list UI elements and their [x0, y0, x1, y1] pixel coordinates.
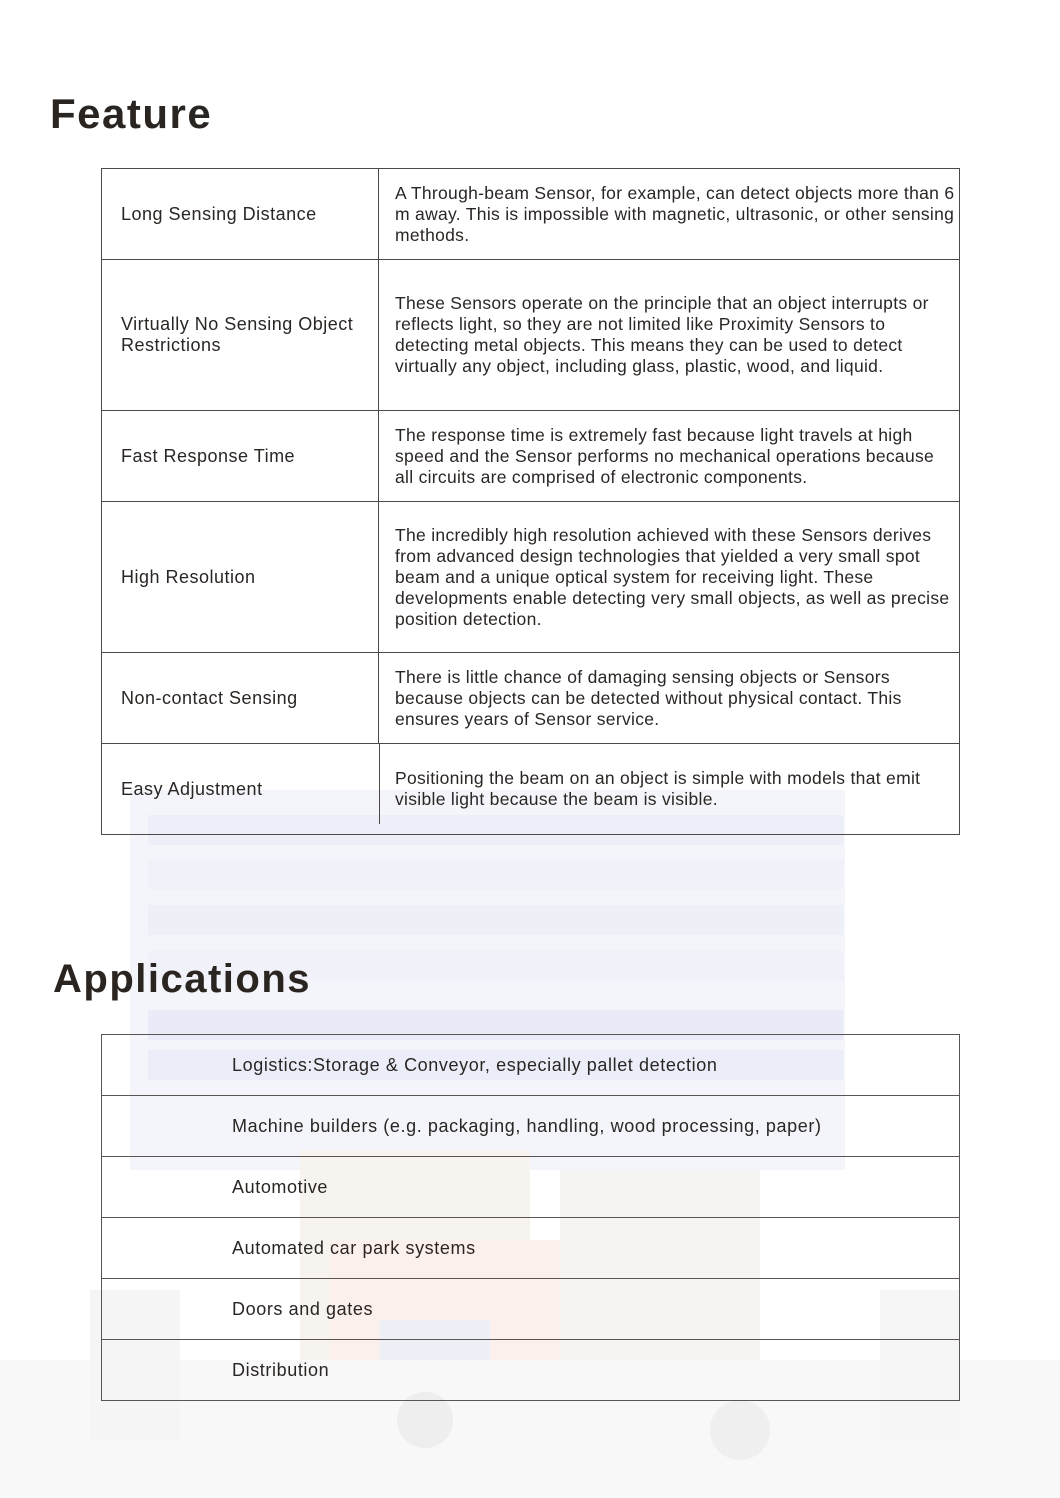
feature-description: The response time is extremely fast because light travels at high speed and the Sensor performs no mechanical operations because all circuits are comprised of electronic components. [395, 424, 935, 487]
feature-description: A Through-beam Sensor, for example, can detect objects more than 6 m away. This is impossible with magnetic, ultrasonic, or other sensing methods. [395, 182, 955, 245]
feature-row [102, 411, 959, 502]
application-item: Automated car park systems [102, 1218, 959, 1279]
application-item: Logistics:Storage & Conveyor, especially pallet detection [102, 1035, 959, 1096]
application-item: Machine builders (e.g. packaging, handling, wood processing, paper) [102, 1096, 959, 1157]
feature-table [101, 168, 960, 835]
application-item: Doors and gates [102, 1279, 959, 1340]
application-item: Automotive [102, 1157, 959, 1218]
feature-description: These Sensors operate on the principle that an object interrupts or reflects light, so they are not limited like Proximity Sensors to detecting metal objects. This means they can be used to detect virtually any object, including glass, plastic, wood, and liquid. [395, 293, 929, 376]
applications-title: Applications [53, 957, 312, 1001]
feature-name: Long Sensing Distance [102, 169, 379, 259]
feature-name: Fast Response Time [102, 411, 379, 501]
applications-table [101, 1034, 960, 1401]
feature-name: Non-contact Sensing [102, 653, 379, 743]
application-item: Distribution [102, 1340, 959, 1401]
feature-description: The incredibly high resolution achieved with these Sensors derives from advanced design technologies that yielded a very small spot beam and a unique optical system for receiving light. These developments enable detecting very small objects, as well as precise position detection. [395, 524, 950, 629]
feature-description: Positioning the beam on an object is simple with models that emit visible light because the beam is visible. [395, 768, 921, 809]
feature-row [102, 653, 959, 744]
feature-row [102, 744, 959, 835]
feature-row [102, 260, 959, 411]
feature-row [102, 502, 959, 653]
feature-name: Virtually No Sensing Object Restrictions [102, 260, 379, 410]
feature-name: Easy Adjustment [102, 744, 379, 834]
feature-name: High Resolution [102, 502, 379, 652]
feature-title: Feature [50, 90, 213, 137]
feature-description: There is little chance of damaging sensing objects or Sensors because objects can be detected without physical contact. This ensures years of Sensor service. [395, 666, 902, 729]
feature-row [102, 169, 959, 260]
